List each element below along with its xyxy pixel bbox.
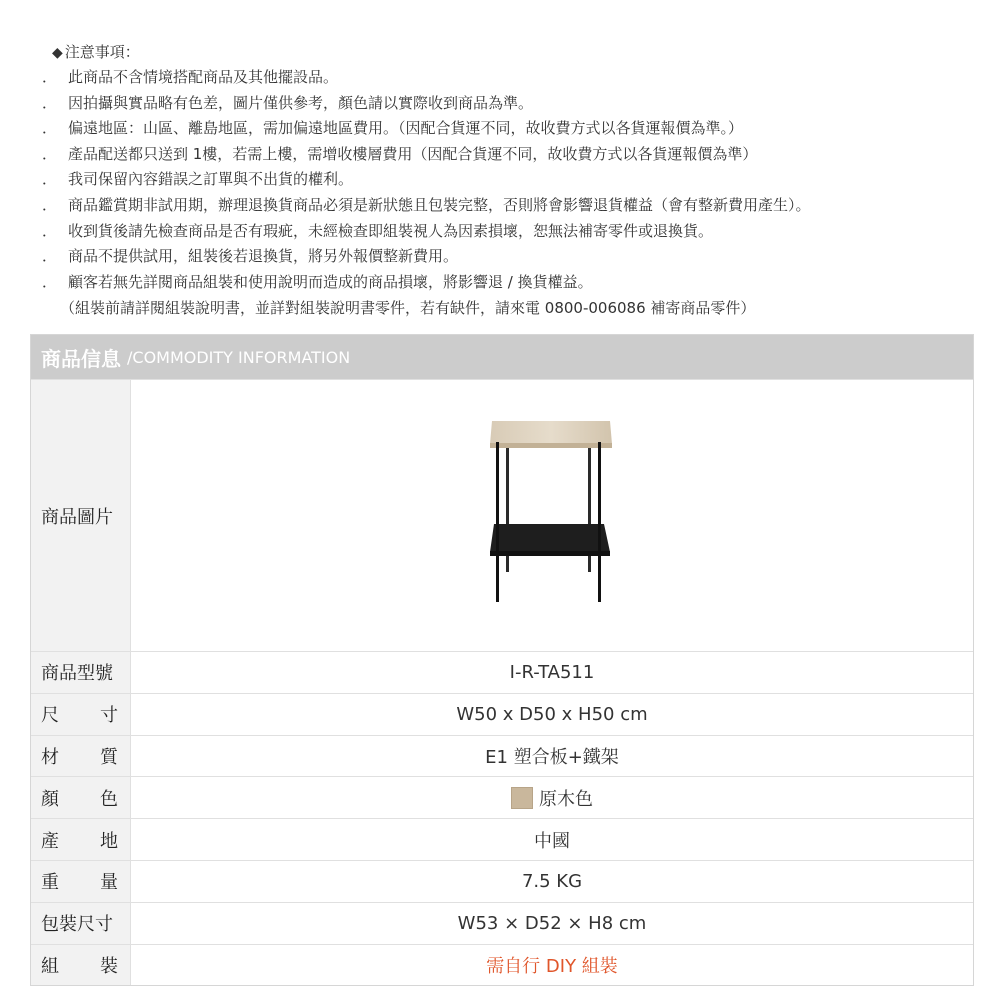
row-origin (31, 818, 973, 860)
info-header (31, 335, 973, 379)
image-label: 商品圖片 (31, 380, 131, 651)
package-size-value: W53 × D52 × H8 cm (457, 912, 647, 934)
origin-value: 中國 (534, 830, 570, 852)
note-item: ． 收到貨後請先檢查商品是否有瑕疵，未經檢查即組裝視人為因素損壞，恕無法補寄零件或退換貨。 (42, 221, 714, 240)
color-swatch (511, 787, 533, 809)
info-header-subtitle: /COMMODITY INFORMATION (127, 347, 351, 367)
note-item: ． 此商品不含情境搭配商品及其他擺設品。 (42, 68, 339, 86)
note-item: ． 我司保留內容錯誤之訂單與不出貨的權利。 (42, 170, 354, 189)
row-package-size (31, 902, 973, 944)
origin-label: 產 地 (31, 819, 131, 860)
size-label: 尺 寸 (31, 694, 131, 735)
row-model (31, 651, 973, 693)
material-value: E1 塑合板+鐵架 (485, 746, 619, 768)
diamond-icon: ◆ (52, 45, 63, 61)
row-color (31, 776, 973, 818)
note-item: ． 產品配送都只送到 1樓，若需上樓，需增收樓層費用（因配合貨運不同，故收費方式以各貨運報價為準） (42, 144, 758, 163)
material-label: 材 質 (31, 736, 131, 777)
assembly-label: 組 裝 (31, 945, 131, 986)
info-header-title: 商品信息 (41, 346, 121, 371)
color-value-cell (131, 777, 973, 818)
row-assembly (31, 944, 973, 986)
commodity-info-table (30, 334, 974, 986)
weight-label: 重 量 (31, 861, 131, 902)
row-weight (31, 860, 973, 902)
note-item: ． 因拍攝與實品略有色差，圖片僅供參考，顏色請以實際收到商品為準。 (42, 93, 534, 112)
note-item: ． 商品鑑賞期非試用期，辦理退換貨商品必須是新狀態且包裝完整，否則將會影響退貨權益（會有整新費用產生）。 (42, 195, 811, 214)
model-label: 商品型號 (31, 652, 131, 693)
product-image-cell (131, 380, 973, 651)
note-footer: （組裝前請詳閱組裝說明書，並詳對組裝說明書零件，若有缺件，請來電 0800-006086 補寄商品零件） (60, 299, 756, 318)
row-product-image (31, 379, 973, 651)
color-value: 原木色 (539, 788, 593, 810)
color-label: 顏 色 (31, 777, 131, 818)
note-item: ． 顧客若無先詳閱商品組裝和使用說明而造成的商品損壞，將影響退 / 換貨權益。 (42, 272, 593, 291)
assembly-value: 需自行 DIY 組裝 (486, 955, 618, 977)
weight-value: 7.5 KG (521, 870, 583, 892)
size-value: W50 x D50 x H50 cm (456, 703, 648, 725)
note-item: ． 偏遠地區：山區、離島地區，需加偏遠地區費用。（因配合貨運不同，故收費方式以各貨運報價為準。） (42, 119, 744, 138)
model-value: I-R-TA511 (509, 661, 595, 683)
package-size-label: 包裝尺寸 (31, 903, 131, 944)
notes-title: ◆ 注意事項： (52, 43, 140, 61)
row-material (31, 735, 973, 777)
notes-section (42, 40, 982, 321)
product-image (452, 416, 652, 616)
row-size (31, 693, 973, 735)
note-item: ． 商品不提供試用，組裝後若退換貨，將另外報價整新費用。 (42, 247, 459, 266)
